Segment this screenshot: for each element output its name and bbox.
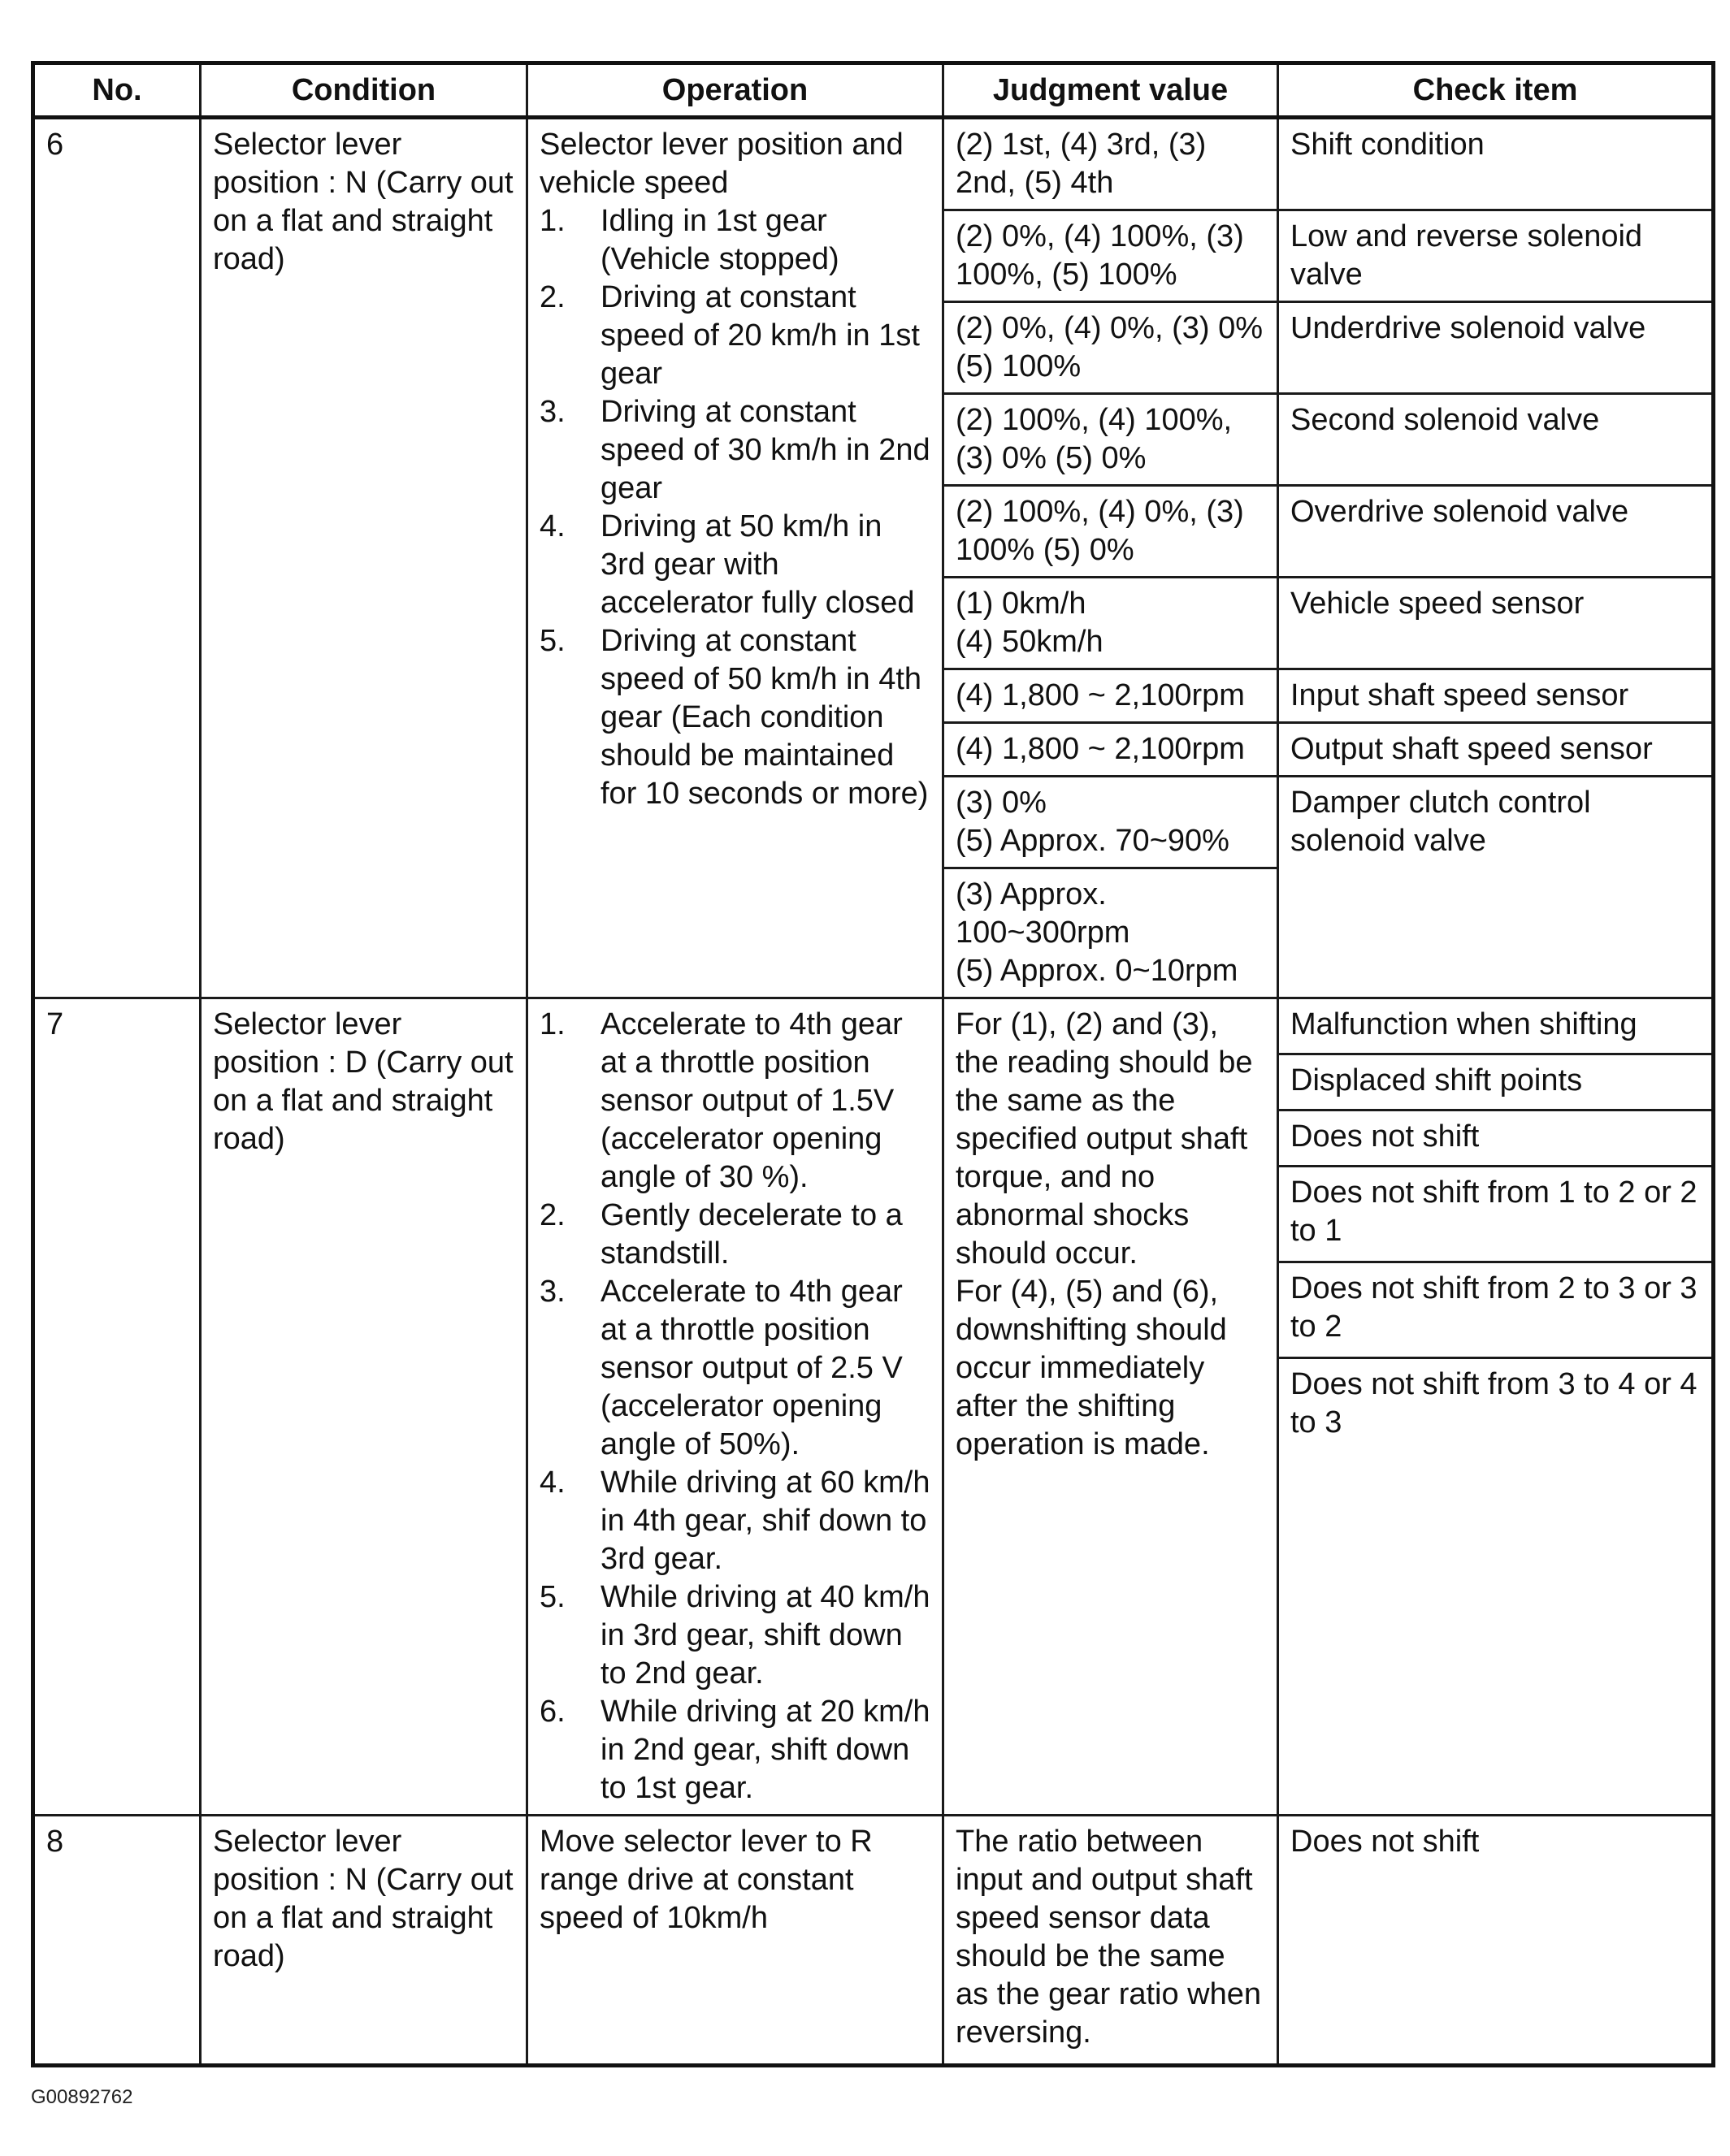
list-item: 4. Driving at 50 km/h in 3rd gear with accelerator fully closed [540,509,915,620]
row-6-judgment-5: (2) 100%, (4) 0%, (3) 100% (5) 0% [943,486,1278,578]
row-7-check-2: Displaced shift points [1278,1054,1714,1110]
row-8-operation: Move selector lever to R range drive at constant speed of 10km/h [527,1816,943,2066]
list-item: 3. Accelerate to 4th gear at a throttle position sensor output of 2.5 V (accelerator opening angle of 50%). [540,1275,903,1461]
list-item: 2. Gently decelerate to a standstill. [540,1198,903,1271]
row-6-check-1: Shift condition [1278,118,1714,210]
row-7-check-3: Does not shift [1278,1110,1714,1166]
list-item: 1. Idling in 1st gear (Vehicle stopped) [540,204,839,276]
row-6-judgment-6: (1) 0km/h (4) 50km/h [943,578,1278,669]
row-7-judgment: For (1), (2) and (3), the reading should be the same as the specified output shaft torque, and no abnormal shocks should occur. For (4), (5) and (6), downshifting should occur immediately after the shifting operation is made. [943,998,1278,1816]
header-check: Check item [1278,63,1714,118]
list-item: 2. Driving at constant speed of 20 km/h in 1st gear [540,280,920,391]
row-7-check-1: Malfunction when shifting [1278,998,1714,1054]
row-6-check-5: Overdrive solenoid valve [1278,486,1714,578]
list-item: 4. While driving at 60 km/h in 4th gear, shif down to 3rd gear. [540,1465,930,1576]
row-6-operation [527,118,943,998]
header-condition: Condition [201,63,527,118]
row-8 [33,1816,1714,2066]
row-7-condition: Selector lever position : D (Carry out on a flat and straight road) [201,998,527,1816]
row-7-check-4: Does not shift from 1 to 2 or 2 to 1 [1278,1166,1714,1262]
list-item: 5. While driving at 40 km/h in 3rd gear, shift down to 2nd gear. [540,1580,930,1691]
header-no: No. [33,63,201,118]
row-6-sub-1 [33,118,1714,210]
row-7-step-list [540,1006,930,1807]
list-item: 3. Driving at constant speed of 30 km/h in 2nd gear [540,395,930,505]
row-6-step-list [540,202,930,813]
row-6-check-3: Underdrive solenoid valve [1278,302,1714,394]
list-item: 5. Driving at constant speed of 50 km/h in 4th gear (Each condition should be maintained for 10 seconds or more) [540,624,929,811]
header-judgment: Judgment value [943,63,1278,118]
row-6-judgment-4: (2) 100%, (4) 100%, (3) 0% (5) 0% [943,394,1278,486]
row-6-check-8: Output shaft speed sensor [1278,723,1714,777]
row-6-check-4: Second solenoid valve [1278,394,1714,486]
row-6-number: 6 [33,118,201,998]
row-8-judgment: The ratio between input and output shaft speed sensor data should be the same as the gear ratio when reversing. [943,1816,1278,2066]
figure-code: G00892762 [31,2086,133,2108]
row-7-check-6: Does not shift from 3 to 4 or 4 to 3 [1278,1357,1714,1815]
row-6-judgment-2: (2) 0%, (4) 100%, (3) 100%, (5) 100% [943,210,1278,302]
row-6-check-9: Damper clutch control solenoid valve [1278,777,1714,998]
row-6-judgment-9: (3) 0% (5) Approx. 70~90% [943,777,1278,868]
row-6-condition: Selector lever position : N (Carry out on a flat and straight road) [201,118,527,998]
row-8-number: 8 [33,1816,201,2066]
list-item: 1. Accelerate to 4th gear at a throttle position sensor output of 1.5V (accelerator opening angle of 30 %). [540,1007,903,1194]
row-6-judgment-3: (2) 0%, (4) 0%, (3) 0% (5) 100% [943,302,1278,394]
row-8-check: Does not shift [1278,1816,1714,2066]
diagnostic-table [31,61,1715,2067]
row-6-judgment-8: (4) 1,800 ~ 2,100rpm [943,723,1278,777]
header-row [33,63,1714,118]
row-7-sub-1 [33,998,1714,1054]
row-6-judgment-7: (4) 1,800 ~ 2,100rpm [943,669,1278,723]
list-item: 6. While driving at 20 km/h in 2nd gear, shift down to 1st gear. [540,1695,930,1805]
row-6-check-7: Input shaft speed sensor [1278,669,1714,723]
row-8-condition: Selector lever position : N (Carry out on a flat and straight road) [201,1816,527,2066]
row-6-operation-intro: Selector lever position and vehicle speed [540,128,904,200]
row-6-judgment-10: (3) Approx. 100~300rpm (5) Approx. 0~10rpm [943,868,1278,998]
row-6-check-6: Vehicle speed sensor [1278,578,1714,669]
row-7-check-5: Does not shift from 2 to 3 or 3 to 2 [1278,1262,1714,1357]
row-6-check-2: Low and reverse solenoid valve [1278,210,1714,302]
row-6-judgment-1: (2) 1st, (4) 3rd, (3) 2nd, (5) 4th [943,118,1278,210]
header-operation: Operation [527,63,943,118]
row-7-operation [527,998,943,1816]
row-7-number: 7 [33,998,201,1816]
